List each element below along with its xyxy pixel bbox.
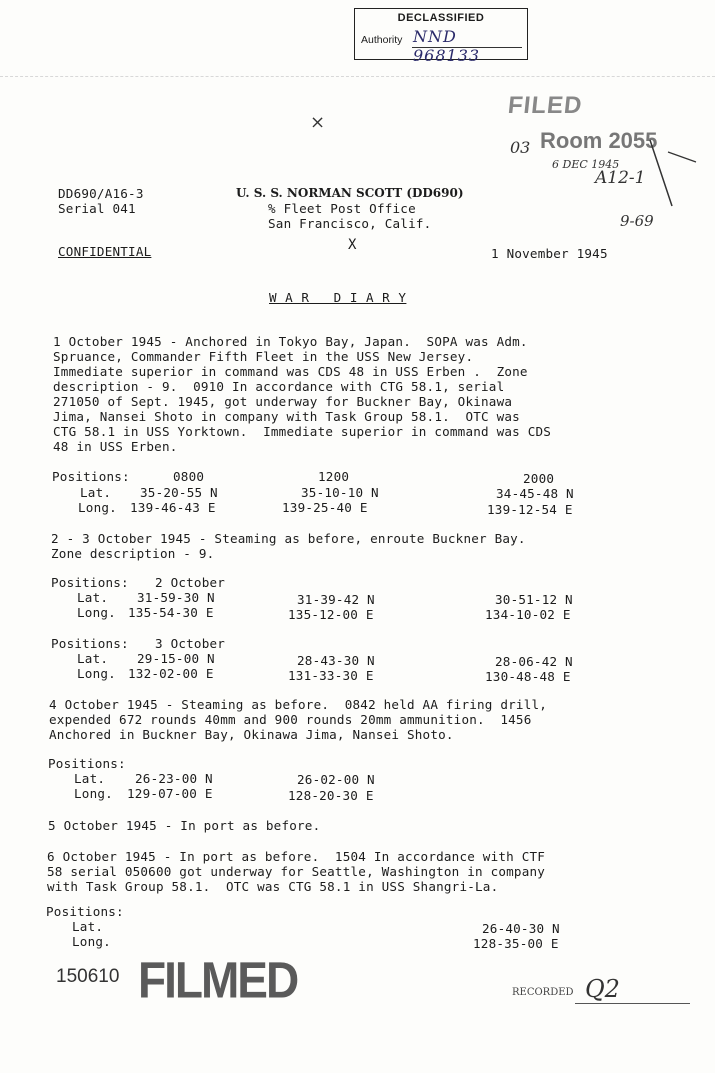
entry-line: Zone description - 9. [51,546,215,561]
recorded-underline [575,1003,690,1004]
entry-line: Immediate superior in command was CDS 48 in USS Erben . Zone [53,364,528,379]
filed-stamp [500,90,700,240]
position-long: 135-54-30 E [128,605,214,620]
lat-label: Lat. [80,485,112,500]
positions-label: Positions: [48,756,126,771]
position-long: 139-25-40 E [282,500,368,515]
long-label: Long. [74,786,113,801]
position-lat: 28-43-30 N [297,653,375,668]
filed-hand-mark-3: A12-1 [595,168,646,188]
position-time: 0800 [173,469,205,484]
position-lat: 26-02-00 N [297,772,375,787]
position-lat: 28-06-42 N [495,654,573,669]
long-label: Long. [77,605,116,620]
lat-label: Lat. [77,590,109,605]
entry-oct-5: 5 October 1945 - In port as before. [48,818,321,833]
long-label: Long. [72,934,111,949]
position-lat: 30-51-12 N [495,592,573,607]
positions-label: Positions: [52,469,130,484]
position-lat: 29-15-00 N [137,651,215,666]
position-long: 128-35-00 E [473,936,559,951]
classification: CONFIDENTIAL [58,244,152,259]
filed-hand-mark-1: 03 [510,138,531,157]
declassified-title: DECLASSIFIED [397,12,485,24]
recorded-initials: Q2 [585,975,620,1003]
serial-number: Serial 041 [58,201,136,216]
position-long: 134-10-02 E [485,607,571,622]
position-long: 129-07-00 E [127,786,213,801]
address-line-2: San Francisco, Calif. [268,216,432,231]
ship-name: U. S. S. NORMAN SCOTT (DD690) [236,186,464,200]
entry-line: 271050 of Sept. 1945, got underway for Buckner Bay, Okinawa [53,394,513,409]
position-lat: 35-20-55 N [140,485,218,500]
position-lat: 31-59-30 N [137,590,215,605]
entry-line: 58 serial 050600 got underway for Seattle, Washington in company [47,864,546,879]
entry-line: Jima, Nansei Shoto in company with Task Group 58.1. OTC was [53,409,520,424]
entry-line: 48 in USS Erben. [53,439,178,454]
positions-label: Positions: [51,575,129,590]
entry-line: Anchored in Buckner Bay, Okinawa Jima, Nansei Shoto. [49,727,454,742]
ref-code: DD690/A16-3 [58,186,144,201]
document-date: 1 November 1945 [491,246,608,261]
filed-stamp-line1: FILED [506,92,584,119]
entry-line: 2 - 3 October 1945 - Steaming as before, enroute Buckner Bay. [51,531,526,546]
pen-x-mark-middle: X [348,237,357,253]
position-day: 3 October [155,636,226,651]
long-label: Long. [78,500,117,515]
position-long: 128-20-30 E [288,788,374,803]
authority-label: Authority [361,34,403,46]
position-lat: 26-40-30 N [482,921,560,936]
document-title: W A R D I A R Y [269,290,407,305]
position-long: 139-12-54 E [487,502,573,517]
positions-label: Positions: [51,636,129,651]
position-lat: 35-10-10 N [301,485,379,500]
entry-line: CTG 58.1 in USS Yorktown. Immediate superior in command was CDS [53,424,552,439]
recorded-label: RECORDED [512,987,574,998]
position-long: 130-48-48 E [485,669,571,684]
entry-line: 1 October 1945 - Anchored in Tokyo Bay, Japan. SOPA was Adm. [53,334,528,349]
entry-line: with Task Group 58.1. OTC was CTG 58.1 in USS Shangri-La. [47,879,499,894]
filed-hand-mark-4: 9-69 [620,212,654,230]
pen-x-mark-top: × [310,112,326,133]
position-long: 132-02-00 E [128,666,214,681]
position-day: 2 October [155,575,226,590]
positions-label: Positions: [46,904,124,919]
top-rule [0,76,715,77]
position-long: 139-46-43 E [130,500,216,515]
lat-label: Lat. [77,651,109,666]
position-time: 1200 [318,469,350,484]
lat-label: Lat. [72,919,104,934]
filed-stamp-room: Room 2055 [540,128,658,153]
declassified-stamp [354,8,528,65]
address-line-1: % Fleet Post Office [268,201,416,216]
lat-label: Lat. [74,771,106,786]
position-lat: 31-39-42 N [297,592,375,607]
long-label: Long. [77,666,116,681]
entry-line: expended 672 rounds 40mm and 900 rounds 20mm ammunition. 1456 [49,712,532,727]
entry-line: 4 October 1945 - Steaming as before. 0842 held AA firing drill, [49,697,548,712]
file-number: 150610 [56,966,120,987]
filed-slash-marks [500,90,700,240]
position-long: 135-12-00 E [288,607,374,622]
entry-line: Spruance, Commander Fifth Fleet in the USS New Jersey. [53,349,474,364]
entry-line: 6 October 1945 - In port as before. 1504 In accordance with CTF [47,849,546,864]
filmed-stamp: FILMED [138,951,298,1009]
filed-hand-mark-2: 6 DEC 1945 [552,158,620,171]
authority-number: NND 968133 [413,27,481,65]
position-lat: 26-23-00 N [135,771,213,786]
authority-underline [412,47,522,48]
position-long: 131-33-30 E [288,668,374,683]
position-lat: 34-45-48 N [496,486,574,501]
position-time: 2000 [523,471,555,486]
entry-line: description - 9. 0910 In accordance with CTG 58.1, serial [53,379,505,394]
